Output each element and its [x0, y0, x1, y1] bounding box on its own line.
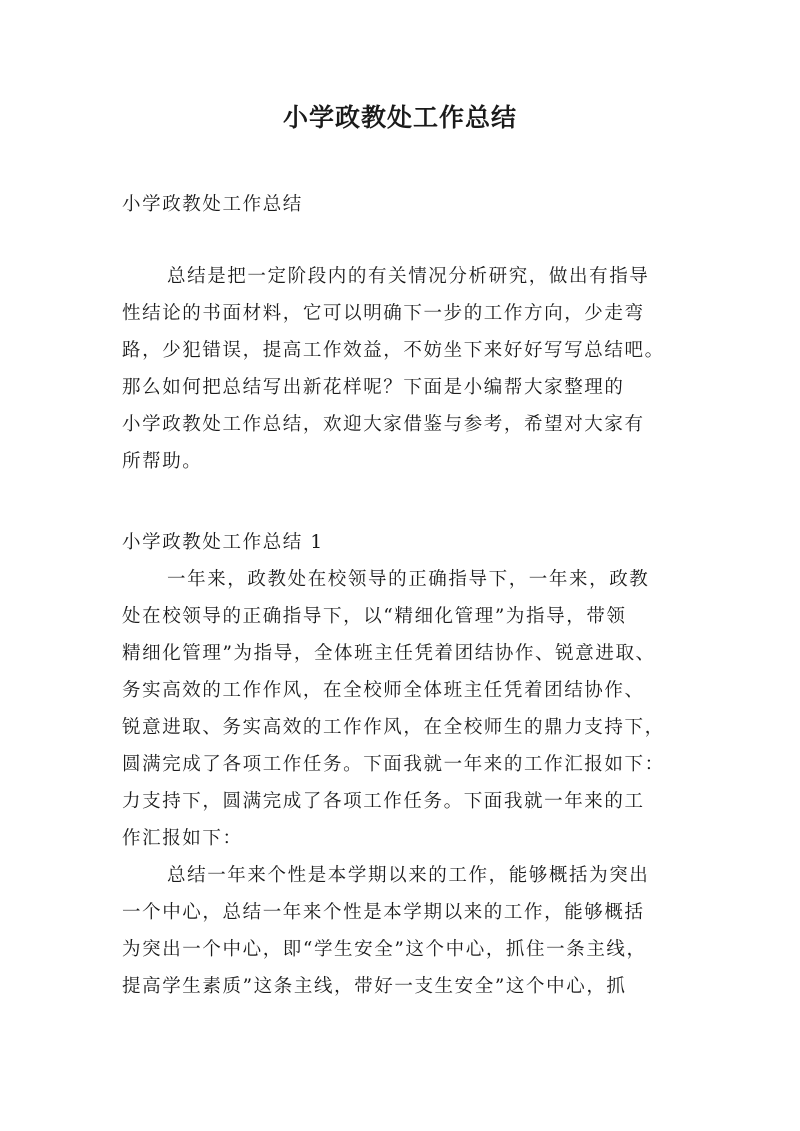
- paragraph-line: 路，少犯错误，提高工作效益，不妨坐下来好好写写总结吧。: [122, 340, 665, 361]
- paragraph-line: 所帮助。: [122, 451, 203, 472]
- paragraph-line: 务实高效的工作作风，在全校师全体班主任凭着团结协作、: [122, 680, 645, 701]
- section-heading: 小学政教处工作总结 1: [122, 532, 324, 553]
- paragraph-line: 精细化管理”为指导，全体班主任凭着团结协作、锐意进取、: [122, 643, 656, 664]
- document-title: 小学政教处工作总结: [282, 103, 517, 132]
- paragraph-line: 作汇报如下：: [122, 828, 243, 849]
- paragraph-line: 一个中心，总结一年来个性是本学期以来的工作，能够概括: [122, 902, 645, 923]
- paragraph-line: 为突出一个中心，即“学生安全”这个中心，抓住一条主线，: [122, 939, 647, 960]
- paragraph-line: 性结论的书面材料，它可以明确下一步的工作方向，少走弯: [122, 303, 645, 324]
- paragraph-line: 一年来，政教处在校领导的正确指导下，一年来，政教: [167, 569, 650, 590]
- paragraph-line: 圆满完成了各项工作任务。下面我就一年来的工作汇报如下：: [122, 754, 665, 775]
- paragraph-line: 总结一年来个性是本学期以来的工作，能够概括为突出: [167, 865, 650, 886]
- paragraph-line: 力支持下，圆满完成了各项工作任务。下面我就一年来的工: [122, 791, 645, 812]
- paragraph-line: 处在校领导的正确指导下，以“精细化管理”为指导，带领: [122, 606, 627, 627]
- paragraph-line: 总结是把一定阶段内的有关情况分析研究，做出有指导: [167, 266, 650, 287]
- paragraph-line: 那么如何把总结写出新花样呢？下面是小编帮大家整理的: [122, 377, 625, 398]
- paragraph-line: 锐意进取、务实高效的工作作风，在全校师生的鼎力支持下，: [122, 717, 665, 738]
- paragraph-line: 提高学生素质”这条主线，带好一支生安全”这个中心，抓: [122, 976, 627, 997]
- section-1: [122, 524, 682, 1005]
- subtitle-text: 小学政教处工作总结: [122, 194, 303, 215]
- paragraph-line: 小学政教处工作总结，欢迎大家借鉴与参考，希望对大家有: [122, 414, 645, 435]
- document-subtitle: [122, 186, 682, 223]
- intro-paragraph: [122, 258, 682, 480]
